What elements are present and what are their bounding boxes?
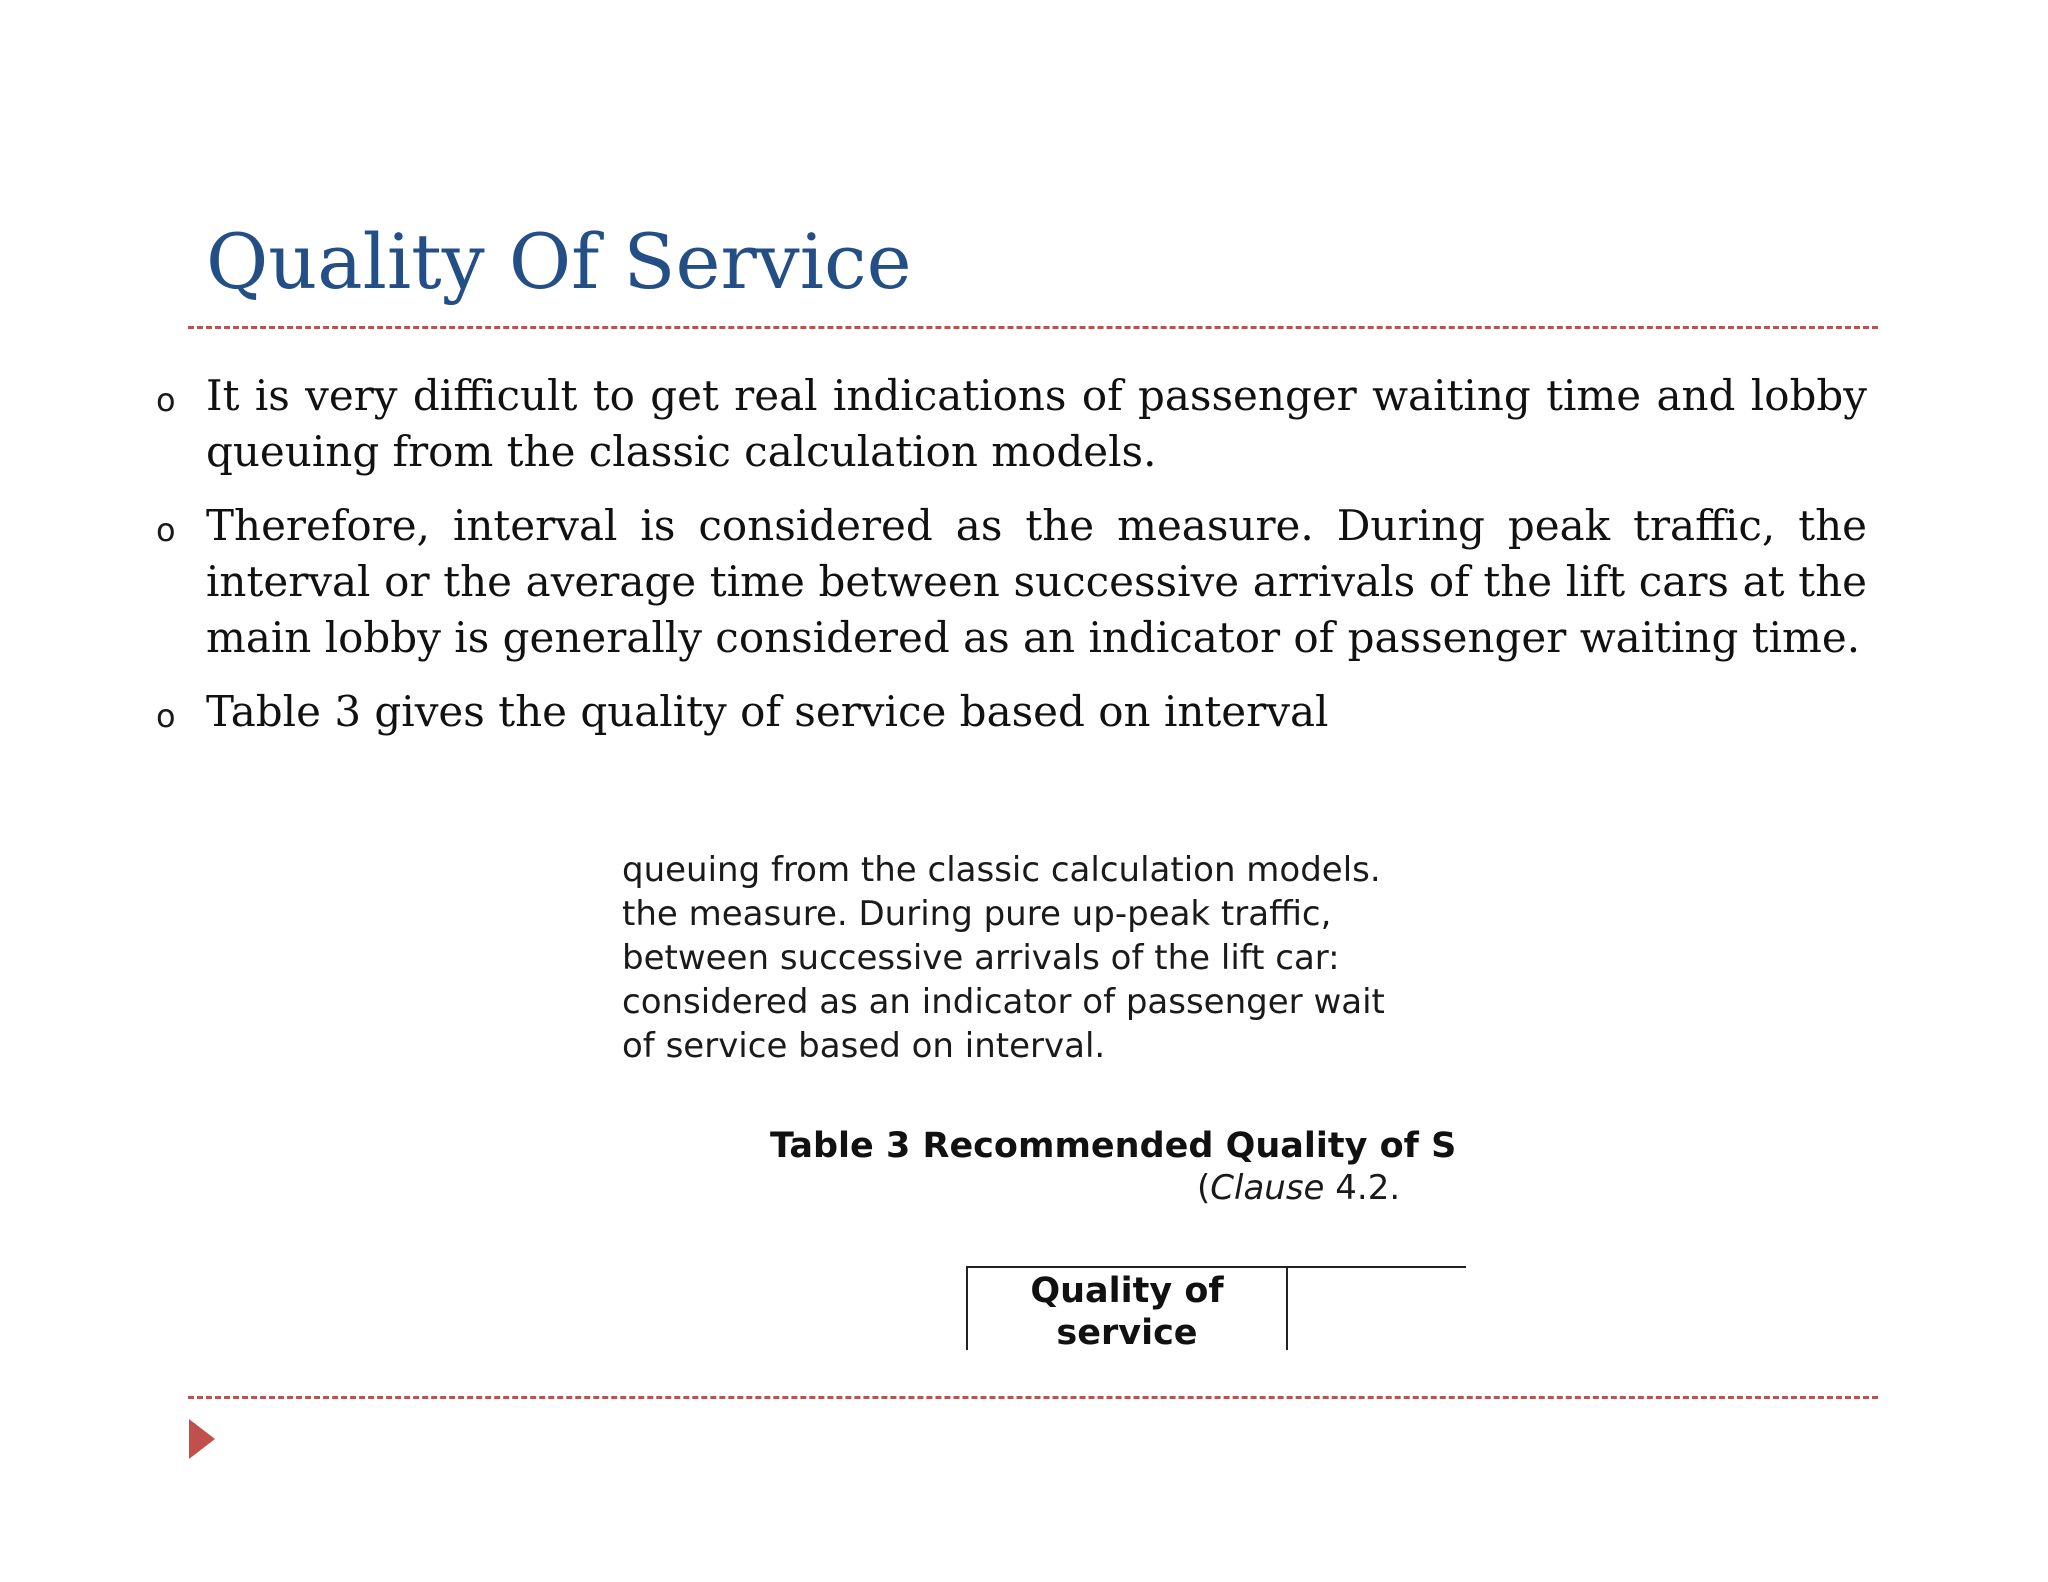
excerpt-line: between successive arrivals of the lift car: (622, 938, 1340, 978)
excerpt-line: considered as an indicator of passenger wait (622, 982, 1385, 1022)
clause-open-paren: ( (1197, 1168, 1211, 1208)
title-divider (188, 326, 1878, 329)
bullet-marker: o (156, 381, 176, 419)
excerpt-paragraph (622, 848, 1522, 1068)
bullet-text: Table 3 gives the quality of service based on interval (206, 687, 1329, 736)
bullet-marker: o (156, 697, 176, 735)
excerpt-line: queuing from the classic calculation models. (622, 850, 1381, 890)
bullet-text: It is very difficult to get real indications of passenger waiting time and lobby queuing from the classic calculation models. (206, 371, 1867, 476)
bullet-item (156, 498, 1867, 666)
table-caption: Table 3 Recommended Quality of S (770, 1126, 1457, 1166)
bullet-text: Therefore, interval is considered as the measure. During peak traffic, the interval or the average time between successive arrivals of the lift cars at the main lobby is generally considered as an indicator of passenger waiting time. (206, 501, 1867, 662)
bullet-item (156, 368, 1867, 480)
bullet-item (156, 684, 1867, 744)
triangle-right-icon (189, 1419, 215, 1459)
excerpt-line: the measure. During pure up-peak traffic, (622, 894, 1332, 934)
excerpt-line: of service based on interval. (622, 1026, 1106, 1066)
bullet-marker: o (156, 511, 176, 549)
table-header-cell: Quality of service (966, 1268, 1288, 1350)
bullet-list (156, 368, 1867, 762)
slide-title: Quality Of Service (206, 217, 912, 306)
footer-divider (188, 1396, 1878, 1399)
clause-number: 4.2. (1324, 1168, 1401, 1208)
document-excerpt-image (622, 850, 1457, 1353)
clause-word: Clause (1210, 1168, 1325, 1208)
excerpt-table (966, 1266, 1466, 1353)
clause-reference (1197, 1168, 1400, 1208)
